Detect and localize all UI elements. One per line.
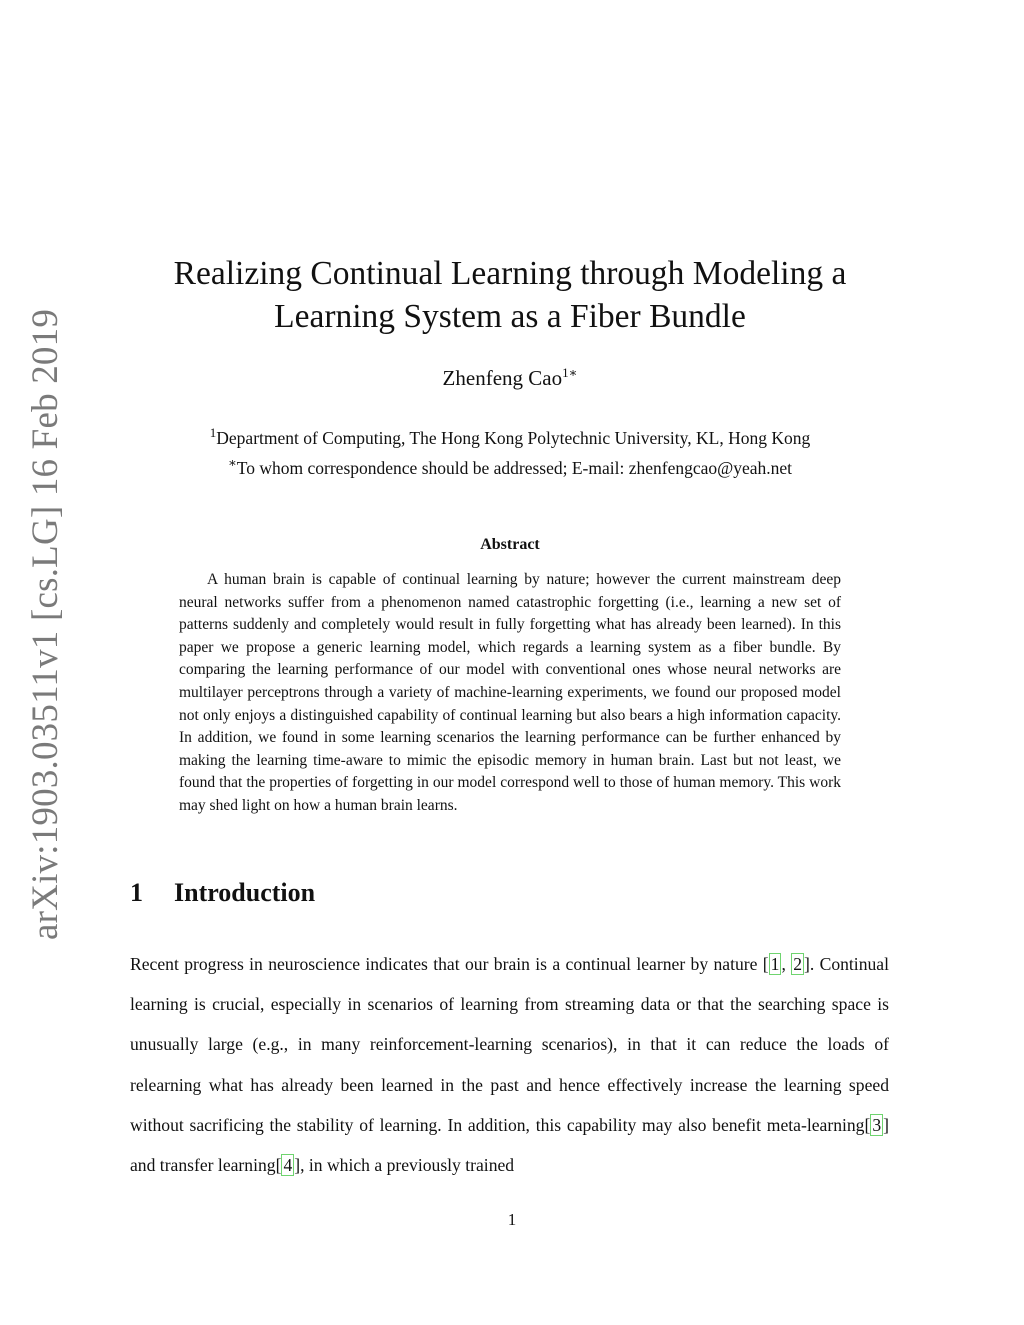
- paper-title: [130, 252, 890, 338]
- citation-link-3[interactable]: 3: [872, 1114, 882, 1135]
- section-title: Introduction: [174, 878, 316, 907]
- intro-text-segment-3: ] and transfer learning[: [130, 1114, 889, 1176]
- citation-link-4[interactable]: 4: [283, 1155, 293, 1176]
- correspondence-text: To whom correspondence should be addressed; E-mail: zhenfengcao@yeah.net: [236, 458, 793, 478]
- correspondence-mark: ∗: [227, 455, 237, 471]
- title-line-2: Learning System as a Fiber Bundle: [274, 298, 746, 335]
- author-name: Zhenfeng Cao: [442, 366, 563, 390]
- intro-text-segment-2: ]. Continual learning is crucial, especially in scenarios of learning from streaming data or that the searching space is unusually large (e.g., in many reinforcement-learning scenarios), in that it can reduce the loads of relearning what has already been learned in the past and hence effectively increase the learning speed without sacrificing the stability of learning. In addition, this capability may also benefit meta-learning[: [130, 954, 889, 1135]
- author-line: [130, 364, 890, 392]
- affiliation-1-mark: 1: [209, 425, 217, 441]
- abstract-heading: Abstract: [480, 536, 540, 553]
- citation-link-1[interactable]: 1: [770, 954, 780, 974]
- section-heading: [130, 876, 315, 910]
- correspondence-note: [130, 456, 890, 480]
- affiliation-1: [130, 426, 890, 450]
- intro-text-segment-1: Recent progress in neuroscience indicates that our brain is a continual learner by nature [: [130, 954, 769, 974]
- title-line-1: Realizing Continual Learning through Modeling a: [173, 255, 847, 292]
- introduction-paragraph: [130, 944, 889, 1185]
- citation-separator: ,: [781, 954, 792, 974]
- page-number: 1: [507, 1210, 517, 1229]
- section-number: 1: [130, 878, 143, 907]
- intro-text-segment-4: ], in which a previously trained: [294, 1155, 515, 1176]
- citation-link-2[interactable]: 2: [793, 954, 802, 974]
- affiliation-1-text: Department of Computing, The Hong Kong Polytechnic University, KL, Hong Kong: [216, 428, 811, 448]
- arxiv-identifier-stamp[interactable]: arXiv:1903.03511v1 [cs.LG] 16 Feb 2019: [25, 308, 66, 940]
- author-marks: 1∗: [562, 365, 578, 380]
- abstract-body: A human brain is capable of continual learning by nature; however the current mainstream deep neural networks suffer from a phenomenon named catastrophic forgetting (i.e., learning a new set of patterns suddenly and completely would result in fully forgetting what has already been learned). In this paper we propose a generic learning model, which regards a learning system as a fiber bundle. By comparing the learning performance of our model with conventional ones whose neural networks are multilayer perceptrons through a variety of machine-learning experiments, we found our proposed model not only enjoys a distinguished capability of continual learning but also bears a high information capacity. In addition, we found in some learning scenarios the learning performance can be further enhanced by making the learning time-aware to mimic the episodic memory in human brain. Last but not least, we found that the properties of forgetting in our model correspond well to those of human memory. This work may shed light on how a human brain learns.: [179, 571, 841, 814]
